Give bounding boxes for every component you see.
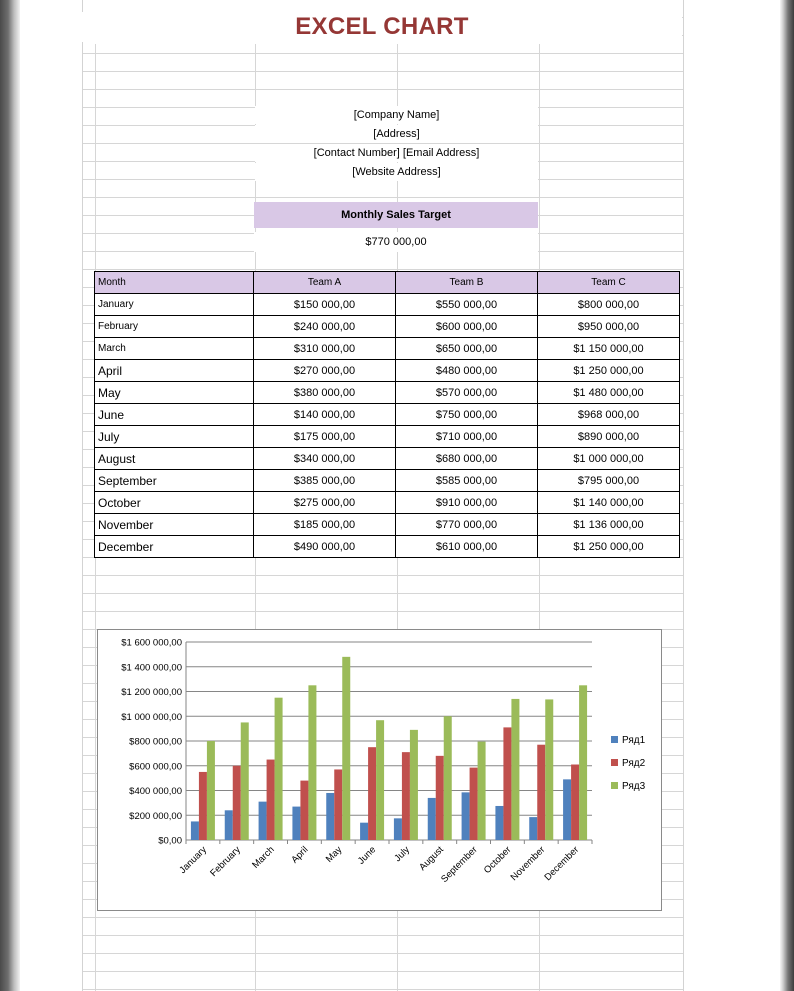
x-tick-label: May <box>323 844 345 865</box>
team-a-cell: $310 000,00 <box>254 338 396 360</box>
legend-swatch <box>611 736 618 743</box>
x-tick-label: August <box>417 844 446 874</box>
month-cell: July <box>95 426 254 448</box>
x-tick-label: September <box>439 844 480 885</box>
company-name: [Company Name] <box>255 106 538 124</box>
x-tick-label: February <box>208 844 243 880</box>
team-a-cell: $140 000,00 <box>254 404 396 426</box>
bar-Ряд3-September <box>478 742 486 840</box>
sales-table <box>94 271 680 558</box>
y-tick-label: $600 000,00 <box>129 761 182 773</box>
bar-Ряд1-November <box>529 817 537 840</box>
bar-Ряд3-March <box>275 698 283 840</box>
team-c-cell: $968 000,00 <box>538 404 680 426</box>
bar-Ряд1-April <box>292 807 300 840</box>
legend-swatch <box>611 759 618 766</box>
team-c-cell: $795 000,00 <box>538 470 680 492</box>
bar-Ряд3-February <box>241 722 249 840</box>
bar-Ряд2-May <box>334 769 342 840</box>
team-c-cell: $1 000 000,00 <box>538 448 680 470</box>
bar-Ряд3-May <box>342 657 350 840</box>
table-row <box>95 338 680 360</box>
bar-Ряд3-August <box>444 716 452 840</box>
team-b-cell: $570 000,00 <box>396 382 538 404</box>
team-b-cell: $610 000,00 <box>396 536 538 558</box>
team-a-cell: $380 000,00 <box>254 382 396 404</box>
x-tick-label: January <box>177 844 210 877</box>
table-row <box>95 536 680 558</box>
month-cell: May <box>95 382 254 404</box>
month-cell: April <box>95 360 254 382</box>
y-tick-label: $800 000,00 <box>129 736 182 748</box>
month-cell: September <box>95 470 254 492</box>
company-address: [Address] <box>255 125 538 143</box>
month-cell: August <box>95 448 254 470</box>
bar-Ряд3-June <box>376 720 384 840</box>
bar-Ряд2-February <box>233 766 241 840</box>
team-a-cell: $275 000,00 <box>254 492 396 514</box>
team-b-cell: $680 000,00 <box>396 448 538 470</box>
y-tick-label: $0,00 <box>158 835 182 847</box>
company-website: [Website Address] <box>255 163 538 181</box>
y-tick-label: $1 200 000,00 <box>121 687 182 698</box>
bar-Ряд2-August <box>436 756 444 840</box>
y-tick-label: $1 400 000,00 <box>121 662 182 674</box>
bar-Ряд2-September <box>470 768 478 840</box>
month-cell: June <box>95 404 254 426</box>
bar-Ряд3-November <box>545 699 553 840</box>
table-row <box>95 294 680 316</box>
legend-swatch <box>611 782 618 789</box>
table-row <box>95 492 680 514</box>
bar-Ряд1-September <box>462 792 470 840</box>
team-b-cell: $910 000,00 <box>396 492 538 514</box>
header-month: Month <box>95 272 254 294</box>
team-a-cell: $340 000,00 <box>254 448 396 470</box>
team-c-cell: $1 136 000,00 <box>538 514 680 536</box>
y-tick-label: $1 000 000,00 <box>121 711 182 723</box>
header-team-c: Team C <box>538 272 680 294</box>
x-tick-label: November <box>508 844 548 884</box>
table-row <box>95 514 680 536</box>
month-cell: January <box>95 294 254 316</box>
team-b-cell: $600 000,00 <box>396 316 538 338</box>
bar-Ряд1-December <box>563 779 571 840</box>
bar-Ряд1-June <box>360 823 368 840</box>
table-row <box>95 404 680 426</box>
month-cell: March <box>95 338 254 360</box>
legend-entry: Ряд2 <box>622 758 646 769</box>
company-contact: [Contact Number] [Email Address] <box>255 144 538 162</box>
team-b-cell: $770 000,00 <box>396 514 538 536</box>
header-team-a: Team A <box>254 272 396 294</box>
team-a-cell: $175 000,00 <box>254 426 396 448</box>
team-c-cell: $950 000,00 <box>538 316 680 338</box>
y-tick-label: $1 600 000,00 <box>121 637 182 649</box>
bar-Ряд3-December <box>579 685 587 840</box>
window-edge-right <box>780 0 794 991</box>
bar-Ряд1-October <box>495 806 503 840</box>
page-title: EXCEL CHART <box>82 12 682 42</box>
team-c-cell: $890 000,00 <box>538 426 680 448</box>
month-cell: February <box>95 316 254 338</box>
team-c-cell: $1 150 000,00 <box>538 338 680 360</box>
team-a-cell: $490 000,00 <box>254 536 396 558</box>
bar-Ряд3-July <box>410 730 418 840</box>
team-c-cell: $800 000,00 <box>538 294 680 316</box>
bar-Ряд1-August <box>428 798 436 840</box>
sales-table-body <box>95 294 680 558</box>
header-team-b: Team B <box>396 272 538 294</box>
table-row <box>95 316 680 338</box>
team-b-cell: $480 000,00 <box>396 360 538 382</box>
y-tick-label: $200 000,00 <box>129 810 182 822</box>
table-row <box>95 448 680 470</box>
month-cell: October <box>95 492 254 514</box>
team-b-cell: $585 000,00 <box>396 470 538 492</box>
month-cell: November <box>95 514 254 536</box>
team-b-cell: $710 000,00 <box>396 426 538 448</box>
window-edge-left <box>0 0 20 991</box>
month-cell: December <box>95 536 254 558</box>
table-header-row <box>95 272 680 294</box>
team-a-cell: $270 000,00 <box>254 360 396 382</box>
team-c-cell: $1 480 000,00 <box>538 382 680 404</box>
legend-entry: Ряд3 <box>622 781 646 792</box>
team-b-cell: $650 000,00 <box>396 338 538 360</box>
sales-chart <box>97 629 662 911</box>
bar-Ряд1-July <box>394 818 402 840</box>
x-tick-label: April <box>289 844 311 866</box>
bar-Ряд2-March <box>267 760 275 840</box>
bar-Ряд3-April <box>308 685 316 840</box>
bar-Ряд2-October <box>503 727 511 840</box>
x-tick-label: June <box>355 844 379 867</box>
bar-Ряд2-January <box>199 772 207 840</box>
bar-Ряд3-October <box>511 699 519 840</box>
x-tick-label: July <box>392 844 413 865</box>
table-row <box>95 360 680 382</box>
bar-Ряд1-January <box>191 821 199 840</box>
legend-entry: Ряд1 <box>622 735 646 746</box>
table-row <box>95 382 680 404</box>
x-tick-label: March <box>250 844 277 871</box>
bar-Ряд3-January <box>207 741 215 840</box>
sales-target-label: Monthly Sales Target <box>254 202 538 228</box>
team-c-cell: $1 250 000,00 <box>538 536 680 558</box>
bar-Ряд2-November <box>537 745 545 840</box>
bar-Ряд1-February <box>225 810 233 840</box>
sales-target-value: $770 000,00 <box>254 232 538 252</box>
bar-Ряд1-March <box>259 802 267 840</box>
chart-canvas <box>98 630 661 910</box>
team-a-cell: $150 000,00 <box>254 294 396 316</box>
team-c-cell: $1 140 000,00 <box>538 492 680 514</box>
team-b-cell: $750 000,00 <box>396 404 538 426</box>
team-c-cell: $1 250 000,00 <box>538 360 680 382</box>
team-a-cell: $240 000,00 <box>254 316 396 338</box>
team-b-cell: $550 000,00 <box>396 294 538 316</box>
team-a-cell: $185 000,00 <box>254 514 396 536</box>
bar-Ряд1-May <box>326 793 334 840</box>
bar-Ряд2-June <box>368 747 376 840</box>
bar-Ряд2-July <box>402 752 410 840</box>
team-a-cell: $385 000,00 <box>254 470 396 492</box>
bar-Ряд2-April <box>300 781 308 840</box>
table-row <box>95 470 680 492</box>
x-tick-label: December <box>542 844 582 884</box>
x-tick-label: October <box>481 844 514 877</box>
bar-Ряд2-December <box>571 765 579 840</box>
table-row <box>95 426 680 448</box>
y-tick-label: $400 000,00 <box>129 786 182 797</box>
